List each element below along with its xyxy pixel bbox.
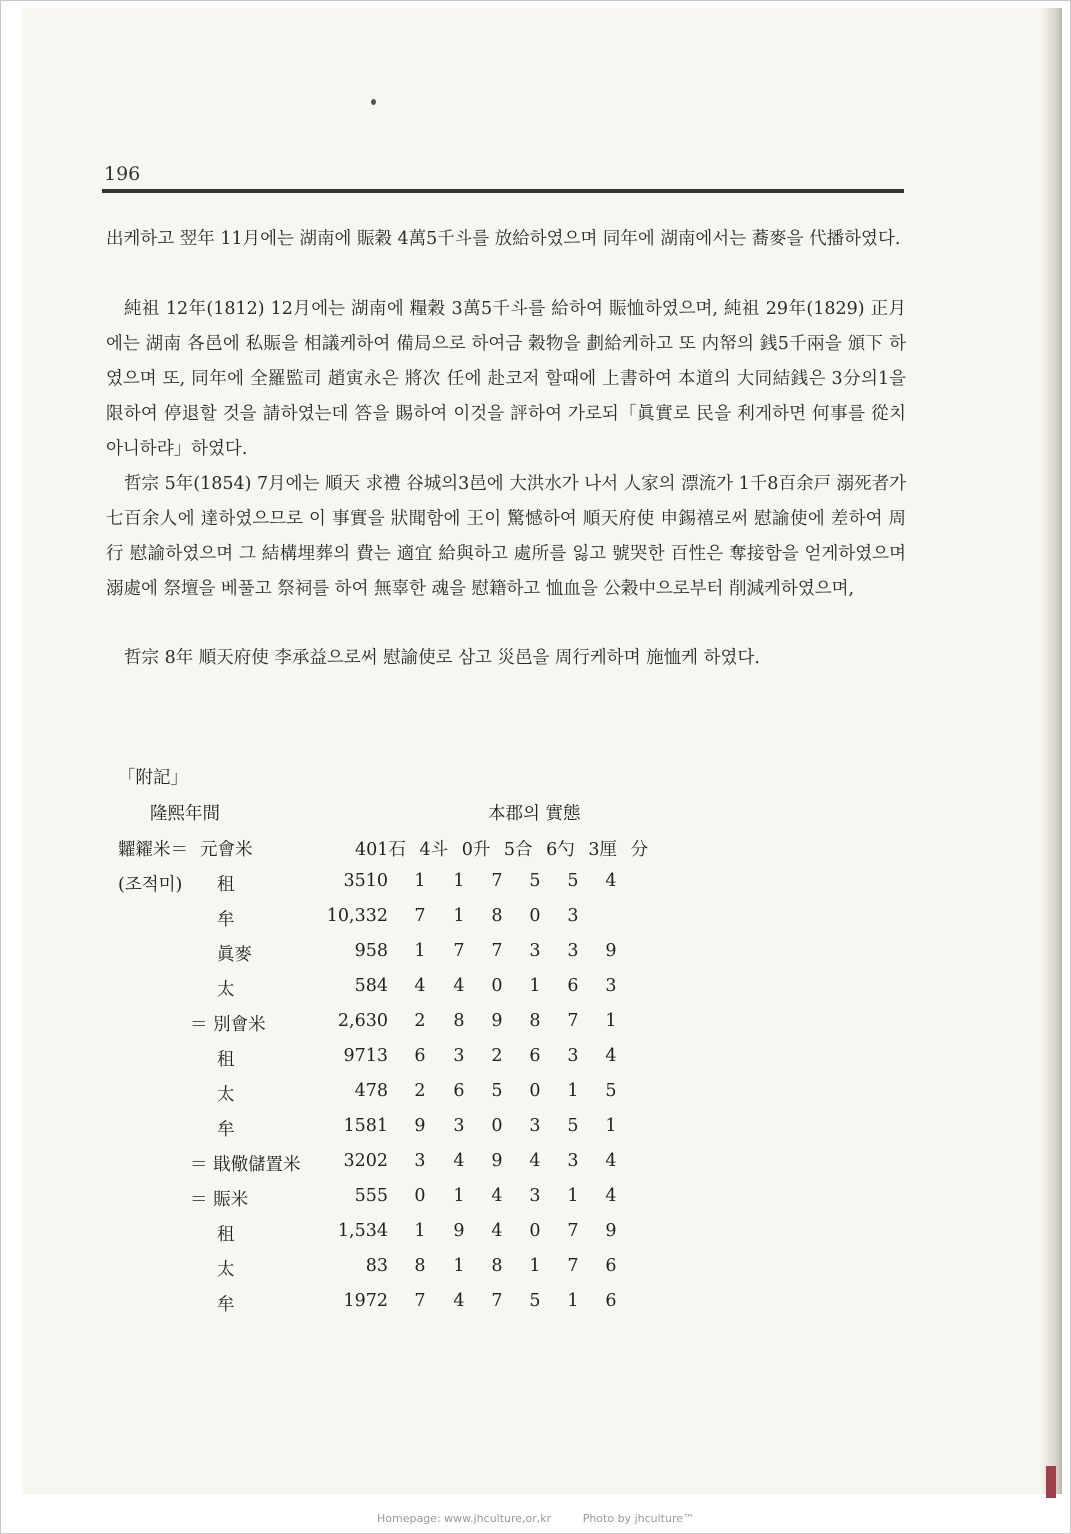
digit-cell: 3 <box>453 1116 465 1136</box>
page-number: 196 <box>104 163 141 185</box>
digit-cell: 3 <box>529 941 541 961</box>
digit-cell: 3 <box>567 906 579 926</box>
digit-cell: 3 <box>567 1151 579 1171</box>
digit-cell: 4 <box>453 1291 465 1311</box>
digit-cell: 0 <box>529 1081 541 1101</box>
row-label: 牟 <box>217 1295 235 1315</box>
footer-photo: Photo by jhculture™ <box>582 1512 695 1525</box>
digit-cell: 8 <box>529 1011 541 1031</box>
digit-cell: 2 <box>414 1011 426 1031</box>
paragraph-1: 出케하고 翌年 11月에는 湖南에 賑穀 4萬5千斗를 放給하였으며 同年에 湖南에서는 蕎麥을 代播하였다. <box>106 229 901 249</box>
digit-cell: 7 <box>567 1256 579 1276</box>
row-label: ＝ 賑米 <box>190 1190 249 1210</box>
digit-cell: 0 <box>414 1186 426 1206</box>
digit-cell: 1 <box>529 1256 541 1276</box>
digit-cell: 1 <box>567 1081 579 1101</box>
digit-cell: 4 <box>529 1151 541 1171</box>
row-label: 租 <box>217 1050 235 1070</box>
digit-cell: 1 <box>453 906 465 926</box>
digit-cell: 3 <box>605 976 617 996</box>
row-label: 租 <box>217 875 235 895</box>
digit-cell: 9 <box>605 1221 617 1241</box>
header-rule <box>102 189 904 193</box>
amount-cell: 555 <box>354 1186 388 1206</box>
digit-cell: 6 <box>529 1046 541 1066</box>
digit-cell: 1 <box>453 1256 465 1276</box>
amount-cell: 10,332 <box>326 906 388 926</box>
digit-cell: 1 <box>414 1221 426 1241</box>
digit-cell: 3 <box>529 1116 541 1136</box>
digit-cell: 4 <box>491 1221 503 1241</box>
paper-speck <box>371 99 376 105</box>
digit-cell: 3 <box>529 1186 541 1206</box>
appendix-era: 隆熙年間 <box>150 804 220 824</box>
digit-cell: 1 <box>414 941 426 961</box>
amount-cell: 83 <box>365 1256 388 1276</box>
row-lead: (조적미) <box>118 875 183 895</box>
amount-cell: 3202 <box>343 1151 388 1171</box>
amount-cell: 2,630 <box>337 1011 388 1031</box>
digit-cell: 1 <box>567 1291 579 1311</box>
digit-cell: 0 <box>529 1221 541 1241</box>
digit-cell: 7 <box>414 1291 426 1311</box>
digit-cell: 5 <box>605 1081 617 1101</box>
unit-header: 3厘 <box>588 840 617 860</box>
digit-cell: 5 <box>567 871 579 891</box>
appendix-title: 「附記」 <box>118 768 188 788</box>
digit-cell: 1 <box>414 871 426 891</box>
digit-cell: 9 <box>453 1221 465 1241</box>
row-label: ＝ 別會米 <box>190 1015 266 1035</box>
row-label: 太 <box>217 980 235 1000</box>
digit-cell: 9 <box>491 1151 503 1171</box>
unit-header: 6勺 <box>546 840 575 860</box>
digit-cell: 9 <box>491 1011 503 1031</box>
digit-cell: 8 <box>491 906 503 926</box>
digit-cell: 7 <box>567 1221 579 1241</box>
digit-cell: 0 <box>529 906 541 926</box>
amount-cell: 9713 <box>343 1046 388 1066</box>
unit-header: 4斗 <box>419 840 449 860</box>
digit-cell: 2 <box>491 1046 503 1066</box>
digit-cell: 7 <box>414 906 426 926</box>
paragraph-4: 哲宗 8年 順天府使 李承益으로써 慰諭使로 삼고 災邑을 周行케하며 施恤케 하였다. <box>124 648 760 668</box>
digit-cell: 1 <box>453 1186 465 1206</box>
row-label: 太 <box>217 1085 235 1105</box>
digit-cell: 7 <box>453 941 465 961</box>
digit-cell: 6 <box>605 1256 617 1276</box>
row-label: 租 <box>217 1225 235 1245</box>
digit-cell: 1 <box>605 1116 617 1136</box>
digit-cell: 4 <box>605 1151 617 1171</box>
book-spine <box>1040 8 1062 1494</box>
digit-cell: 3 <box>414 1151 426 1171</box>
digit-cell: 3 <box>567 941 579 961</box>
digit-cell: 7 <box>491 1291 503 1311</box>
digit-cell: 1 <box>567 1186 579 1206</box>
digit-cell: 9 <box>414 1116 426 1136</box>
binding-mark <box>1046 1466 1056 1498</box>
unit-header: 5合 <box>503 840 533 860</box>
digit-cell: 4 <box>605 1046 617 1066</box>
digit-cell: 0 <box>491 1116 503 1136</box>
footer-homepage: Homepage: www.jhculture,or,kr <box>376 1512 552 1525</box>
digit-cell: 6 <box>567 976 579 996</box>
amount-cell: 3510 <box>343 871 388 891</box>
footer <box>0 1512 1071 1525</box>
unit-header: 0升 <box>461 840 491 860</box>
digit-cell: 2 <box>414 1081 426 1101</box>
amount-cell: 1,534 <box>337 1221 388 1241</box>
digit-cell: 1 <box>529 976 541 996</box>
amount-cell: 478 <box>354 1081 388 1101</box>
row-label: 牟 <box>217 910 235 930</box>
digit-cell: 9 <box>605 941 617 961</box>
amount-cell: 1972 <box>343 1291 388 1311</box>
digit-cell: 3 <box>453 1046 465 1066</box>
digit-cell: 4 <box>605 871 617 891</box>
row-label: 眞麥 <box>217 945 252 965</box>
row-label: 牟 <box>217 1120 235 1140</box>
amount-cell: 1581 <box>343 1116 388 1136</box>
amount-cell: 584 <box>354 976 388 996</box>
digit-cell: 0 <box>491 976 503 996</box>
unit-header-row <box>355 836 656 861</box>
digit-cell: 4 <box>453 976 465 996</box>
digit-cell: 4 <box>491 1186 503 1206</box>
row-lead: 糶糴米＝ <box>118 840 188 860</box>
digit-cell: 4 <box>453 1151 465 1171</box>
appendix-subject: 本郡의 實態 <box>488 804 581 824</box>
paragraph-2: 純祖 12年(1812) 12月에는 湖南에 糧穀 3萬5千斗를 給하여 賑恤하였으며, 純祖 29年(1829) 正月에는 湖南 各邑에 私賑을 相議케하여 備局으로 하여금 穀物을 劃給케하고 또 内帑의 銭5千兩을 頒下 하였으며 또, 同年에 全羅監司 趙寅永은 將次 任에 赴코저 할때에 上書하여 本道의 大同結銭은 3分의1을 限하여 停退할 것을 請하였는데 答을 賜하여 이것을 評하여 가로되「眞實로 民을 利게하면 何事를 從치아니하랴」하였다. <box>106 299 906 459</box>
digit-cell: 7 <box>567 1011 579 1031</box>
digit-cell: 1 <box>605 1011 617 1031</box>
digit-cell: 4 <box>605 1186 617 1206</box>
unit-header: 401石 <box>355 840 406 860</box>
digit-cell: 6 <box>453 1081 465 1101</box>
paragraph-3: 哲宗 5年(1854) 7月에는 順天 求禮 谷城의3邑에 大洪水가 나서 人家의 漂流가 1千8百余戸 溺死者가 七百余人에 達하였으므로 이 事實을 狀聞함에 王이 驚憾하여 順天府使 申錫禧로써 慰諭使에 差하여 周行 慰諭하였으며 그 結構埋葬의 費는 適宜 給與하고 處所를 잃고 號哭한 百性은 奪接함을 얻게하였으며 溺處에 祭壇을 베풀고 祭祠를 하여 無辜한 魂을 慰籍하고 恤血을 公穀中으로부터 削減케하였으며, <box>106 474 906 599</box>
digit-cell: 5 <box>491 1081 503 1101</box>
digit-cell: 8 <box>414 1256 426 1276</box>
digit-cell: 8 <box>453 1011 465 1031</box>
digit-cell: 6 <box>605 1291 617 1311</box>
digit-cell: 7 <box>491 871 503 891</box>
row-label: ＝ 戢儆儲置米 <box>190 1155 301 1175</box>
digit-cell: 5 <box>529 1291 541 1311</box>
digit-cell: 5 <box>529 871 541 891</box>
row-label: 元會米 <box>200 840 253 860</box>
row-label: 太 <box>217 1260 235 1280</box>
digit-cell: 5 <box>567 1116 579 1136</box>
digit-cell: 4 <box>414 976 426 996</box>
unit-header: 分 <box>630 840 649 860</box>
digit-cell: 6 <box>414 1046 426 1066</box>
digit-cell: 3 <box>567 1046 579 1066</box>
digit-cell: 7 <box>491 941 503 961</box>
digit-cell: 8 <box>491 1256 503 1276</box>
digit-cell: 1 <box>453 871 465 891</box>
amount-cell: 958 <box>354 941 388 961</box>
